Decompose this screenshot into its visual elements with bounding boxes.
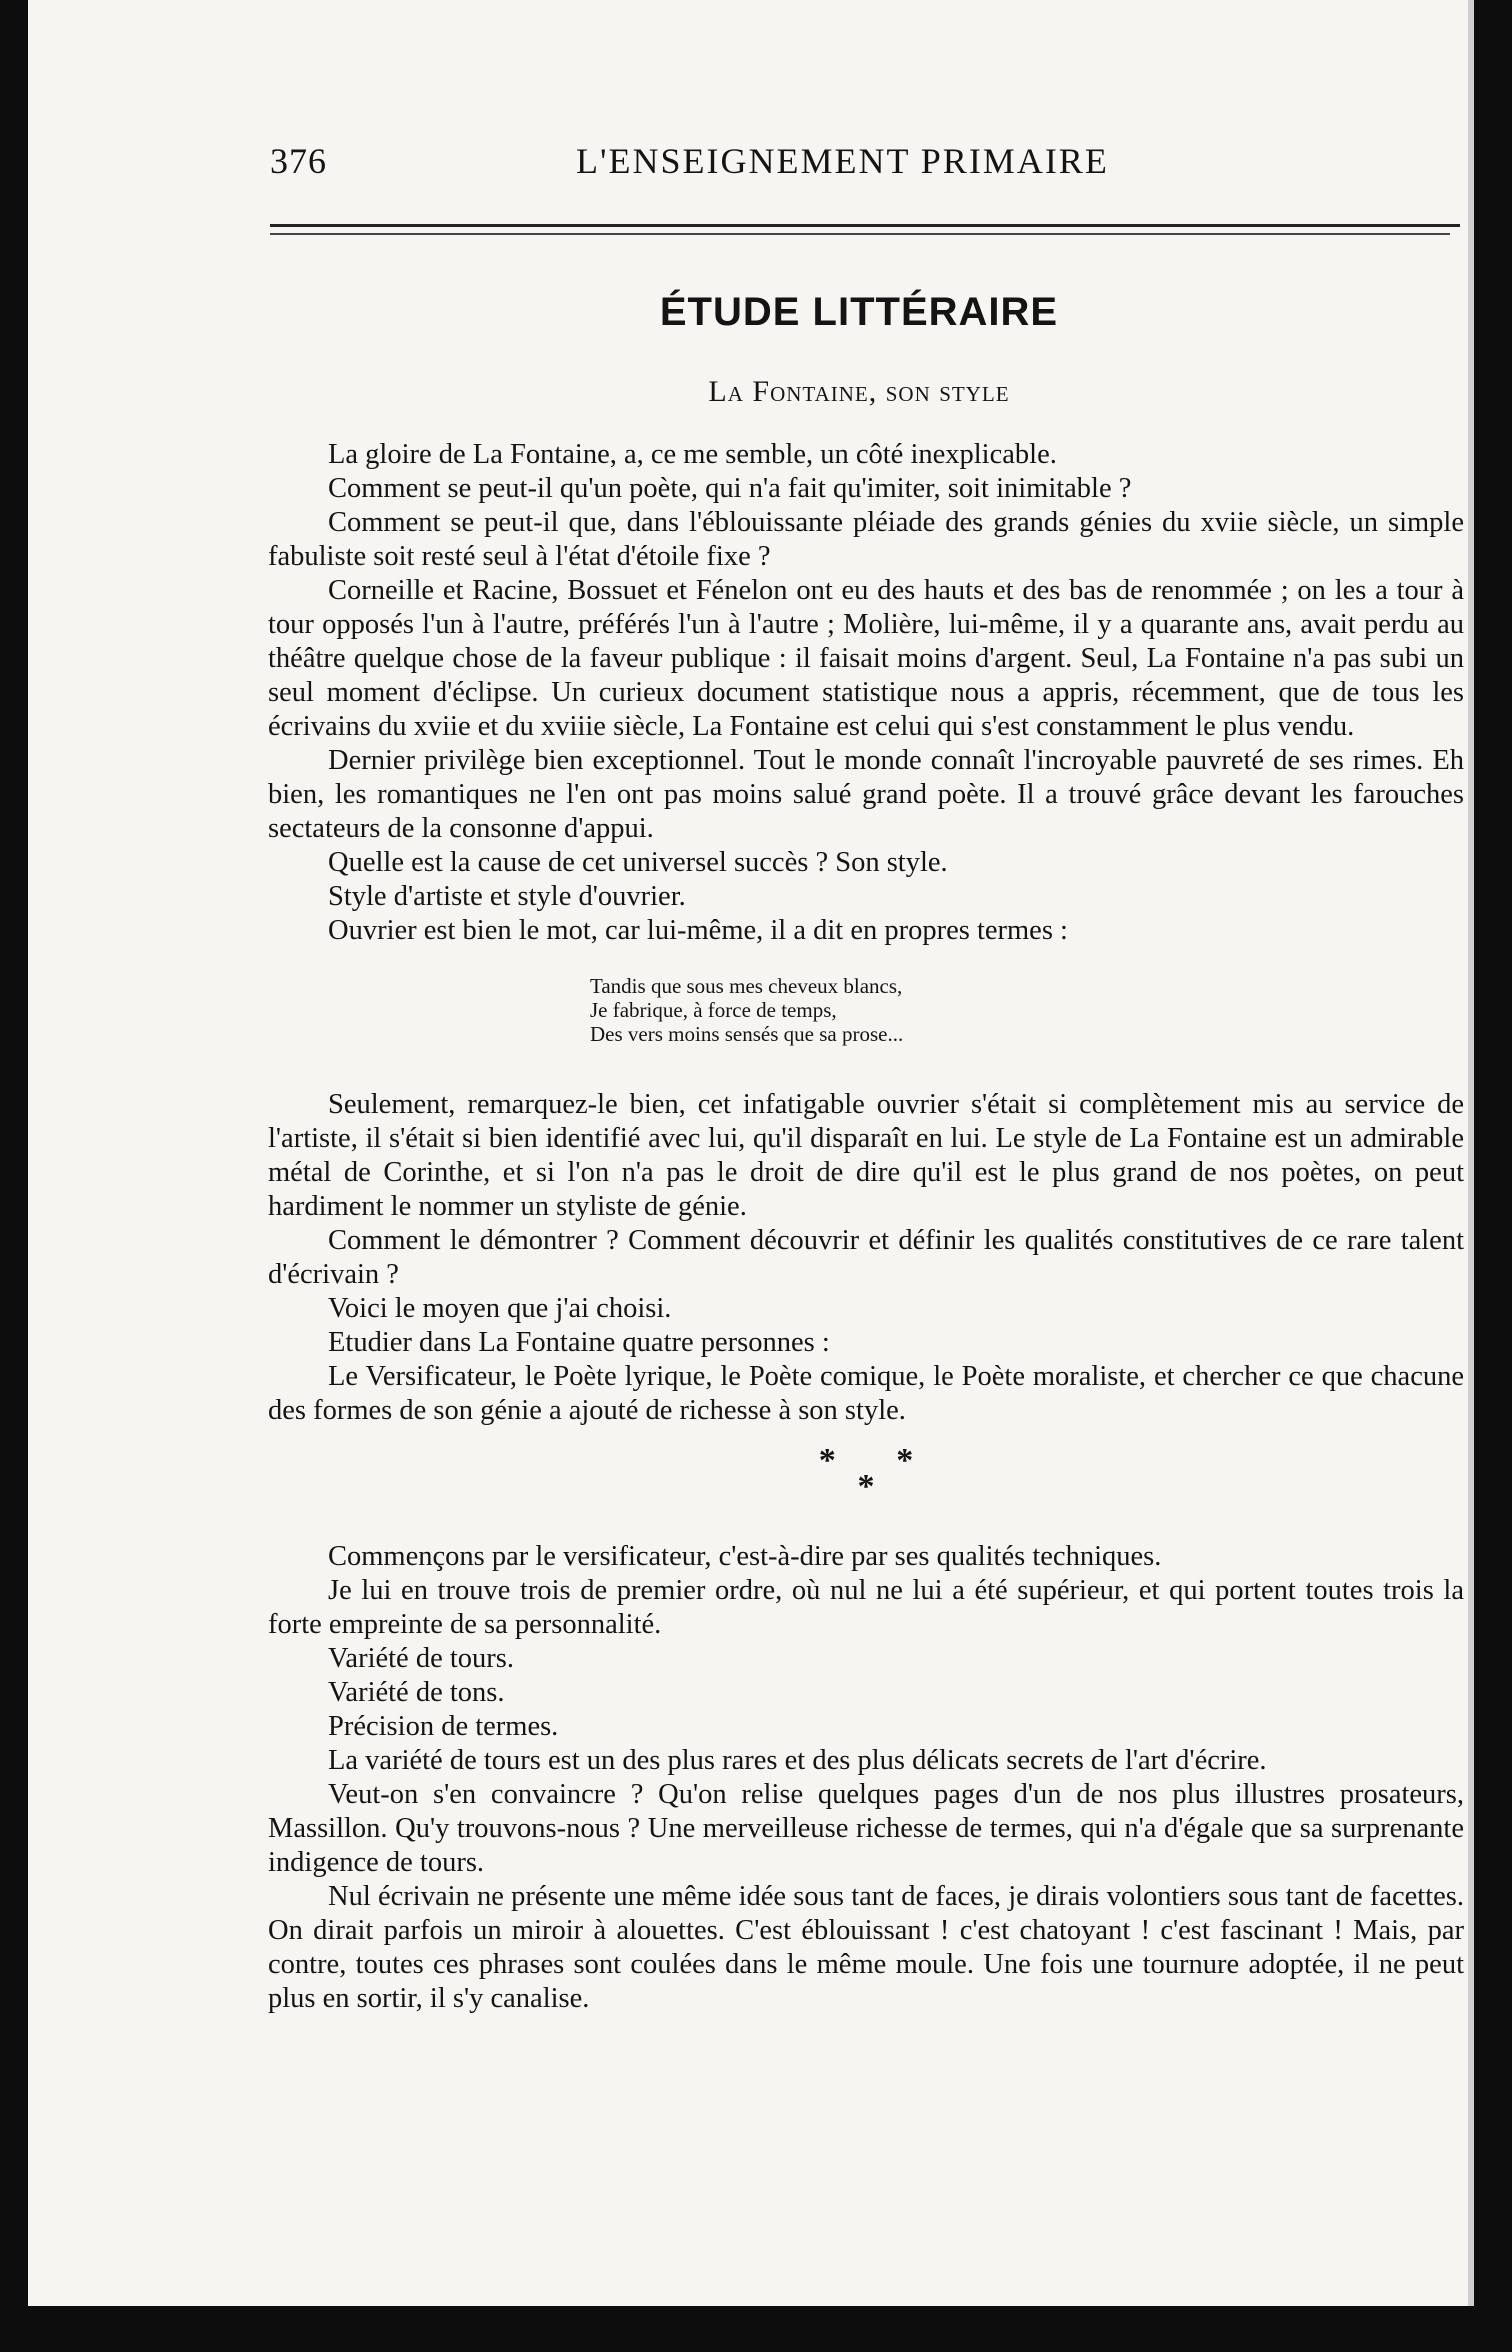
paragraph: Veut-on s'en convaincre ? Qu'on relise quelques pages d'un de nos plus illustres prosateurs, Massillon. Qu'y trouvons-nous ? Une merveilleuse richesse de termes, qui n'a d'égale que sa surprenante indigence de tours. [268, 1779, 1464, 1878]
paragraph: Dernier privilège bien exceptionnel. Tout le monde connaît l'incroyable pauvreté de ses rimes. Eh bien, les romantiques ne l'en ont pas moins salué grand poète. Il a trouvé grâce devant les farouches sectateurs de la consonne d'appui. [268, 745, 1464, 844]
paragraph: Quelle est la cause de cet universel succès ? Son style. [328, 847, 948, 878]
header-rule [270, 224, 1460, 227]
paragraph: Comment se peut-il que, dans l'éblouissante pléiade des grands génies du xviie siècle, un simple fabuliste soit resté seul à l'état d'étoile fixe ? [268, 507, 1464, 572]
paragraph: Je lui en trouve trois de premier ordre, où nul ne lui a été supérieur, et qui portent toutes trois la forte empreinte de sa personnalité. [268, 1575, 1464, 1640]
running-title: L'ENSEIGNEMENT PRIMAIRE [576, 141, 1109, 181]
article-title: ÉTUDE LITTÉRAIRE [659, 290, 1059, 334]
paragraph: Variété de tours. [328, 1643, 514, 1674]
header-rule-thin [270, 233, 1450, 235]
paragraph: La gloire de La Fontaine, a, ce me semble, un côté inexplicable. [328, 439, 1057, 470]
separator-stars-bottom: * [857, 1468, 875, 1505]
paragraph: Nul écrivain ne présente une même idée sous tant de faces, je dirais volontiers sous tant de facettes. On dirait parfois un miroir à alouettes. C'est éblouissant ! c'est chatoyant ! c'est fascinant ! Mais, par contre, toutes ces phrases sont coulées dans le même moule. Une fois une tournure adoptée, il ne peut plus en sortir, il s'y canalise. [268, 1881, 1464, 2014]
paragraph: Comment le démontrer ? Comment découvrir et définir les qualités constitutives de ce rare talent d'écrivain ? [268, 1225, 1464, 1290]
paragraph: Variété de tons. [328, 1677, 505, 1708]
page-number: 376 [270, 141, 327, 181]
paragraph: Précision de termes. [328, 1711, 559, 1742]
paragraph: La variété de tours est un des plus rares et des plus délicats secrets de l'art d'écrire. [328, 1745, 1267, 1776]
paragraph: Comment se peut-il qu'un poète, qui n'a fait qu'imiter, soit inimitable ? [328, 473, 1132, 504]
paragraph: Style d'artiste et style d'ouvrier. [328, 881, 686, 912]
paragraph: Etudier dans La Fontaine quatre personnes : [328, 1327, 830, 1358]
paragraph: Voici le moyen que j'ai choisi. [328, 1293, 672, 1324]
paragraph: Seulement, remarquez-le bien, cet infatigable ouvrier s'était si complètement mis au service de l'artiste, il s'était si bien identifié avec lui, qu'il disparaît en lui. Le style de La Fontaine est un admirable métal de Corinthe, et si l'on n'a pas le droit de dire qu'il est le plus grand de nos poètes, on peut hardiment le nommer un styliste de génie. [268, 1089, 1464, 1222]
paragraph: Corneille et Racine, Bossuet et Fénelon ont eu des hauts et des bas de renommée ; on les a tour à tour opposés l'un à l'autre, préférés l'un à l'autre ; Molière, lui-même, il y a quarante ans, avait perdu au théâtre quelque chose de la faveur publique : il faisait moins d'argent. Seul, La Fontaine n'a pas subi un seul moment d'éclipse. Un curieux document statistique nous a appris, récemment, que de tous les écrivains du xviie et du xviiie siècle, La Fontaine est celui qui s'est constamment le plus vendu. [268, 575, 1464, 742]
separator-stars-top: * * [818, 1442, 940, 1479]
verse-line: Des vers moins sensés que sa prose... [590, 1022, 904, 1046]
verse-line: Je fabrique, à force de temps, [590, 998, 837, 1022]
paragraph: Ouvrier est bien le mot, car lui-même, il a dit en propres termes : [328, 915, 1068, 946]
verse-quote [590, 974, 1464, 1046]
paragraph: Commençons par le versificateur, c'est-à-dire par ses qualités techniques. [328, 1541, 1162, 1572]
paragraph: Le Versificateur, le Poète lyrique, le Poète comique, le Poète moraliste, et chercher ce que chacune des formes de son génie a ajouté de richesse à son style. [268, 1361, 1464, 1426]
section-separator [268, 1442, 1464, 1505]
page-header [270, 140, 1448, 190]
verse-line: Tandis que sous mes cheveux blancs, [590, 974, 903, 998]
body-text [268, 438, 1464, 2016]
article-subtitle: La Fontaine, son style [708, 375, 1010, 408]
